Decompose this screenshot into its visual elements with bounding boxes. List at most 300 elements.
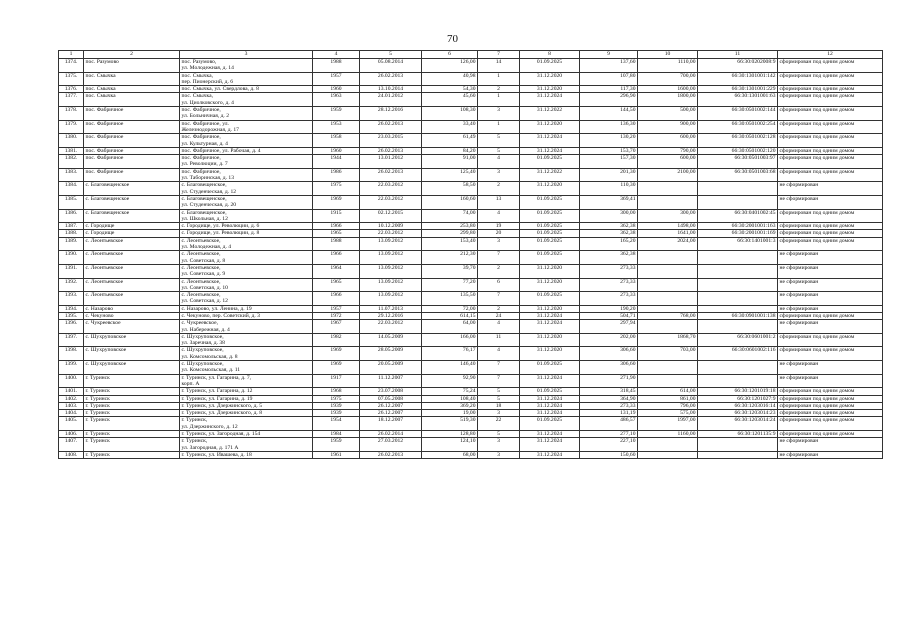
cell-n — [59, 417, 84, 431]
cell-text: 66:30:1203014:23 — [734, 410, 776, 417]
cell-text: 108,40 — [460, 395, 476, 402]
cell-text: 369,41 — [620, 195, 636, 202]
cell-n — [59, 292, 84, 306]
cell-text — [700, 452, 776, 458]
cell-deadline — [520, 438, 580, 452]
cell-cadastre — [698, 195, 778, 209]
cell-text: 1986 — [330, 168, 342, 175]
cell-cost — [580, 410, 638, 417]
cell-text: 28.12.2016 — [377, 107, 404, 114]
cell-text: 01.09.2025 — [536, 361, 563, 368]
cell-settlement — [84, 237, 180, 251]
cell-address — [180, 395, 313, 402]
cell-year — [313, 361, 360, 375]
cell-text: 1988 — [330, 237, 342, 244]
cell-area — [422, 72, 478, 86]
address-line: с. Городище, ул. Революции, д. 6 — [181, 223, 260, 230]
cell-date — [360, 292, 422, 306]
cell-date — [360, 59, 422, 73]
cell-text: 13 — [495, 195, 502, 202]
cell-text — [640, 265, 696, 271]
cell-text: 66:30:1201019:18 — [734, 388, 776, 395]
cell-text: не сформирован — [779, 451, 819, 458]
cell-text: 107,80 — [620, 72, 636, 79]
cell-date — [360, 312, 422, 319]
cell-text: 01.09.2025 — [536, 195, 563, 202]
cell-date — [360, 237, 422, 251]
cell-text: с. Леонтьевское — [85, 237, 124, 244]
cell-text: 700,00 — [680, 72, 696, 79]
address-line: пос. Смычка, — [181, 72, 214, 79]
cell-text: 1982 — [330, 333, 342, 340]
cell-address — [180, 182, 313, 196]
cell-date — [360, 305, 422, 312]
cell-text: 1393. — [64, 292, 78, 299]
cell-fund — [638, 134, 698, 148]
cell-text — [700, 375, 776, 381]
cell-status — [778, 264, 883, 278]
cell-text: 227,10 — [620, 438, 636, 445]
cell-cost — [580, 230, 638, 237]
address-line: ул. Загородная, д. 171 А — [181, 444, 239, 451]
cell-n — [59, 312, 84, 319]
cell-text — [700, 251, 776, 257]
cell-address — [180, 155, 313, 169]
cell-text: 1110,00 — [677, 59, 696, 65]
cell-text: 3 — [497, 451, 500, 458]
cell-text: 1969 — [330, 361, 342, 368]
cell-text: 11.12.2007 — [378, 374, 403, 381]
cell-text: 1967 — [330, 320, 342, 327]
cell-year — [313, 230, 360, 237]
cell-year — [313, 402, 360, 409]
cell-text — [640, 182, 696, 188]
cell-text: 01.09.2025 — [536, 155, 563, 162]
cell-count — [478, 237, 520, 251]
cell-status — [778, 402, 883, 409]
cell-address — [180, 230, 313, 237]
cell-count — [478, 107, 520, 121]
cell-address — [180, 107, 313, 121]
cell-text: 14 — [495, 59, 502, 65]
cell-area — [422, 86, 478, 93]
table-row — [59, 120, 883, 134]
cell-settlement — [84, 168, 180, 182]
cell-date — [360, 451, 422, 458]
cell-text: 1957 — [330, 305, 342, 312]
cell-cost — [580, 251, 638, 265]
cell-year — [313, 374, 360, 388]
cell-text: 1387. — [64, 223, 78, 230]
cell-address — [180, 134, 313, 148]
cell-n — [59, 237, 84, 251]
cell-text: 13.09.2012 — [377, 237, 404, 244]
cell-area — [422, 147, 478, 154]
cell-cost — [580, 223, 638, 230]
cell-text: 31.12.2020 — [536, 182, 563, 189]
cell-text: 1408. — [64, 451, 78, 458]
table-row — [59, 278, 883, 292]
cell-text: не сформирован — [779, 264, 819, 271]
cell-text: 1388. — [64, 230, 78, 237]
address-line: пер. Пионерский, д. 6 — [181, 78, 234, 85]
cell-text: 26.02.2013 — [377, 72, 404, 79]
cell-deadline — [520, 209, 580, 223]
cell-date — [360, 72, 422, 86]
cell-text: пос. Смычка — [85, 72, 116, 79]
cell-text: сформирован под одним домом — [779, 237, 855, 244]
cell-fund — [638, 182, 698, 196]
cell-text: 1959 — [330, 438, 342, 445]
cell-text: сформирован под одним домом — [779, 388, 855, 395]
address-line: с. Леонтьевское, — [181, 251, 221, 258]
cell-count — [478, 72, 520, 86]
cell-text: 1800,00 — [677, 93, 696, 100]
cell-area — [422, 155, 478, 169]
cell-text: 13.10.2014 — [377, 86, 404, 93]
address-line: ул. Школьная, д. 12 — [181, 215, 228, 222]
cell-fund — [638, 292, 698, 306]
cell-area — [422, 320, 478, 334]
cell-address — [180, 93, 313, 107]
cell-settlement — [84, 305, 180, 312]
cell-n — [59, 168, 84, 182]
cell-text: 703,00 — [680, 347, 696, 354]
cell-cost — [580, 347, 638, 361]
cell-text: сформирован под одним домом — [779, 333, 855, 340]
cell-text: сформирован под одним домом — [779, 134, 855, 141]
cell-fund — [638, 93, 698, 107]
cell-area — [422, 264, 478, 278]
cell-text — [700, 279, 776, 285]
cell-text: 153,70 — [620, 147, 636, 154]
housing-register-table — [58, 50, 883, 459]
cell-deadline — [520, 72, 580, 86]
cell-area — [422, 59, 478, 73]
cell-text: 364,90 — [620, 395, 636, 402]
cell-area — [422, 292, 478, 306]
cell-text: 1377. — [64, 93, 78, 100]
cell-text: 1 — [497, 72, 500, 79]
cell-deadline — [520, 120, 580, 134]
cell-status — [778, 438, 883, 452]
cell-text: 14.05.2009 — [377, 333, 404, 340]
cell-fund — [638, 195, 698, 209]
column-number-cell: 11 — [698, 51, 778, 59]
address-line: пос. Фабричное, ул. — [181, 120, 229, 127]
cell-text: 10.12.2009 — [377, 223, 404, 230]
address-line: с. Шухруповское, — [181, 333, 224, 340]
cell-text — [640, 361, 696, 367]
cell-deadline — [520, 155, 580, 169]
cell-area — [422, 93, 478, 107]
cell-text: 26.12.2007 — [377, 410, 404, 417]
cell-area — [422, 120, 478, 134]
column-number-cell: 1 — [59, 51, 84, 59]
cell-text: 2 — [497, 264, 500, 271]
cell-fund — [638, 107, 698, 121]
cell-year — [313, 223, 360, 230]
table-row — [59, 93, 883, 107]
cell-text: 31.12.2020 — [536, 305, 563, 312]
cell-text: 1392. — [64, 278, 78, 285]
address-line: ул. Дзержинского, д. 12 — [181, 423, 238, 430]
cell-n — [59, 72, 84, 86]
cell-deadline — [520, 182, 580, 196]
cell-text: 22.03.2012 — [377, 195, 404, 202]
cell-text: сформирован под одним домом — [779, 312, 855, 319]
cell-text: 26.02.2013 — [377, 451, 404, 458]
cell-text: 40,98 — [462, 72, 476, 79]
cell-year — [313, 251, 360, 265]
cell-fund — [638, 347, 698, 361]
cell-count — [478, 395, 520, 402]
table-row — [59, 72, 883, 86]
cell-year — [313, 86, 360, 93]
address-line: пос. Фабричное, — [181, 168, 221, 175]
cell-settlement — [84, 59, 180, 73]
cell-cost — [580, 195, 638, 209]
cell-text: 66:30:0501003:68 — [734, 168, 776, 175]
cell-text: 66:30:0401002:45 — [734, 209, 776, 216]
cell-fund — [638, 230, 698, 237]
cell-text: 1401. — [64, 388, 78, 395]
cell-text: 31.12.2024 — [536, 312, 563, 319]
cell-text: сформирован под одним домом — [779, 402, 855, 409]
address-line: ул. Набережная, д. 4 — [181, 326, 230, 333]
cell-text: 146,40 — [460, 361, 476, 368]
cell-text: 160,60 — [460, 195, 476, 202]
address-line: ул. Студенческая, д. 20 — [181, 202, 237, 209]
cell-text: 1400. — [64, 374, 78, 381]
cell-cost — [580, 264, 638, 278]
cell-text: 19,00 — [462, 410, 476, 417]
cell-text — [640, 438, 696, 444]
cell-settlement — [84, 251, 180, 265]
table-row — [59, 155, 883, 169]
cell-text: 600,00 — [680, 155, 696, 162]
cell-text: 1963 — [330, 93, 342, 100]
cell-text: 1382. — [64, 155, 78, 162]
cell-text: 117,30 — [620, 86, 636, 93]
table-row — [59, 107, 883, 121]
cell-n — [59, 223, 84, 230]
cell-date — [360, 388, 422, 395]
cell-count — [478, 438, 520, 452]
cell-text: 1395. — [64, 312, 78, 319]
address-line: пос. Фабричное, — [181, 155, 221, 162]
cell-count — [478, 86, 520, 93]
table-row — [59, 292, 883, 306]
cell-text: 66:30:0202008:9 — [737, 59, 776, 65]
cell-deadline — [520, 251, 580, 265]
cell-cadastre — [698, 230, 778, 237]
cell-text: 66:30:0501002:254 — [731, 120, 776, 127]
cell-fund — [638, 438, 698, 452]
cell-year — [313, 395, 360, 402]
cell-text: 4 — [497, 347, 500, 354]
cell-area — [422, 305, 478, 312]
cell-text: 1404. — [64, 410, 78, 417]
address-line: с. Шухруповское, — [181, 347, 224, 354]
cell-text — [640, 251, 696, 257]
cell-deadline — [520, 417, 580, 431]
cell-text — [700, 182, 776, 188]
cell-settlement — [84, 333, 180, 347]
cell-count — [478, 312, 520, 319]
cell-status — [778, 120, 883, 134]
cell-text: 66:30:2001001:163 — [731, 223, 776, 230]
cell-text: 273,33 — [620, 292, 636, 299]
cell-text — [700, 320, 776, 326]
cell-address — [180, 59, 313, 73]
cell-text: 128,80 — [460, 431, 476, 438]
cell-text: 135,50 — [460, 292, 476, 299]
cell-text: 66:30:2001001:169 — [731, 230, 776, 237]
cell-cadastre — [698, 361, 778, 375]
cell-address — [180, 431, 313, 438]
cell-text: 318,45 — [620, 388, 636, 395]
cell-deadline — [520, 107, 580, 121]
cell-text: с. Назарово — [85, 305, 113, 312]
cell-fund — [638, 72, 698, 86]
cell-text: 24.01.2012 — [377, 93, 404, 100]
cell-text: 201,30 — [620, 168, 636, 175]
cell-text: 131,19 — [620, 410, 636, 417]
column-number-cell: 2 — [84, 51, 180, 59]
cell-text: 31.12.2024 — [536, 431, 563, 438]
cell-n — [59, 93, 84, 107]
cell-text: 7 — [497, 361, 500, 368]
cell-area — [422, 431, 478, 438]
cell-area — [422, 278, 478, 292]
cell-text: пос. Фабричное — [85, 134, 124, 141]
cell-count — [478, 168, 520, 182]
cell-date — [360, 395, 422, 402]
cell-cadastre — [698, 237, 778, 251]
cell-text: 1398. — [64, 347, 78, 354]
cell-status — [778, 237, 883, 251]
cell-n — [59, 410, 84, 417]
cell-deadline — [520, 93, 580, 107]
cell-text: 124,10 — [460, 438, 476, 445]
cell-fund — [638, 320, 698, 334]
cell-text: 1403. — [64, 402, 78, 409]
cell-text: г. Туринск — [85, 417, 110, 424]
column-number-cell: 4 — [313, 51, 360, 59]
cell-text: 1958 — [330, 134, 342, 141]
cell-year — [313, 120, 360, 134]
cell-cadastre — [698, 278, 778, 292]
cell-address — [180, 264, 313, 278]
cell-area — [422, 388, 478, 395]
cell-text: 2 — [497, 305, 500, 312]
cell-text: с. Леонтьевское — [85, 292, 124, 299]
column-number-cell: 10 — [638, 51, 698, 59]
cell-year — [313, 320, 360, 334]
cell-text: 18.12.2007 — [377, 417, 404, 424]
cell-fund — [638, 237, 698, 251]
cell-status — [778, 451, 883, 458]
cell-text: 31.12.2020 — [536, 72, 563, 79]
cell-text: 1390. — [64, 251, 78, 258]
cell-area — [422, 223, 478, 230]
cell-address — [180, 292, 313, 306]
address-line: с. Чекуново, пер. Советский, д. 3 — [181, 312, 260, 319]
cell-text: 13.09.2012 — [377, 251, 404, 258]
cell-settlement — [84, 223, 180, 230]
cell-area — [422, 451, 478, 458]
cell-fund — [638, 155, 698, 169]
cell-cost — [580, 278, 638, 292]
cell-n — [59, 107, 84, 121]
cell-text: 362,38 — [620, 223, 636, 230]
cell-text: не сформирован — [779, 278, 819, 285]
cell-cadastre — [698, 410, 778, 417]
cell-deadline — [520, 312, 580, 319]
cell-text: 31.12.2020 — [536, 278, 563, 285]
cell-deadline — [520, 395, 580, 402]
table-row — [59, 209, 883, 223]
address-line: ул. Советская, д. 10 — [181, 284, 228, 291]
cell-text: 1378. — [64, 107, 78, 114]
cell-date — [360, 86, 422, 93]
cell-text: не сформирован — [779, 361, 819, 368]
cell-settlement — [84, 134, 180, 148]
cell-text: 1406. — [64, 431, 78, 438]
cell-year — [313, 93, 360, 107]
cell-text: 1966 — [330, 292, 342, 299]
cell-count — [478, 402, 520, 409]
cell-count — [478, 264, 520, 278]
cell-text: 24 — [495, 312, 502, 319]
cell-text: 75,24 — [462, 388, 476, 395]
cell-text: 253,80 — [460, 223, 476, 230]
cell-fund — [638, 402, 698, 409]
cell-fund — [638, 278, 698, 292]
cell-text: 31.12.2024 — [536, 395, 563, 402]
cell-text: 500,00 — [680, 107, 696, 114]
cell-address — [180, 251, 313, 265]
cell-address — [180, 168, 313, 182]
cell-text: 900,00 — [680, 120, 696, 127]
cell-text: 1397. — [64, 333, 78, 340]
cell-fund — [638, 264, 698, 278]
cell-text: 01.09.2025 — [536, 417, 563, 424]
cell-count — [478, 120, 520, 134]
cell-year — [313, 209, 360, 223]
cell-address — [180, 86, 313, 93]
cell-year — [313, 347, 360, 361]
cell-status — [778, 320, 883, 334]
cell-fund — [638, 395, 698, 402]
cell-cost — [580, 388, 638, 395]
cell-text: 1961 — [330, 451, 342, 458]
address-line: с. Леонтьевское, — [181, 264, 221, 271]
cell-text: 1959 — [330, 107, 342, 114]
cell-text: 362,38 — [620, 230, 636, 237]
cell-text: 5 — [497, 147, 500, 154]
cell-text: сформирован под одним домом — [779, 120, 855, 127]
cell-deadline — [520, 431, 580, 438]
cell-count — [478, 451, 520, 458]
cell-text: 2024,00 — [677, 237, 696, 244]
cell-text: 01.09.2025 — [536, 251, 563, 258]
cell-area — [422, 395, 478, 402]
cell-deadline — [520, 59, 580, 73]
table-row — [59, 312, 883, 319]
table-row — [59, 361, 883, 375]
